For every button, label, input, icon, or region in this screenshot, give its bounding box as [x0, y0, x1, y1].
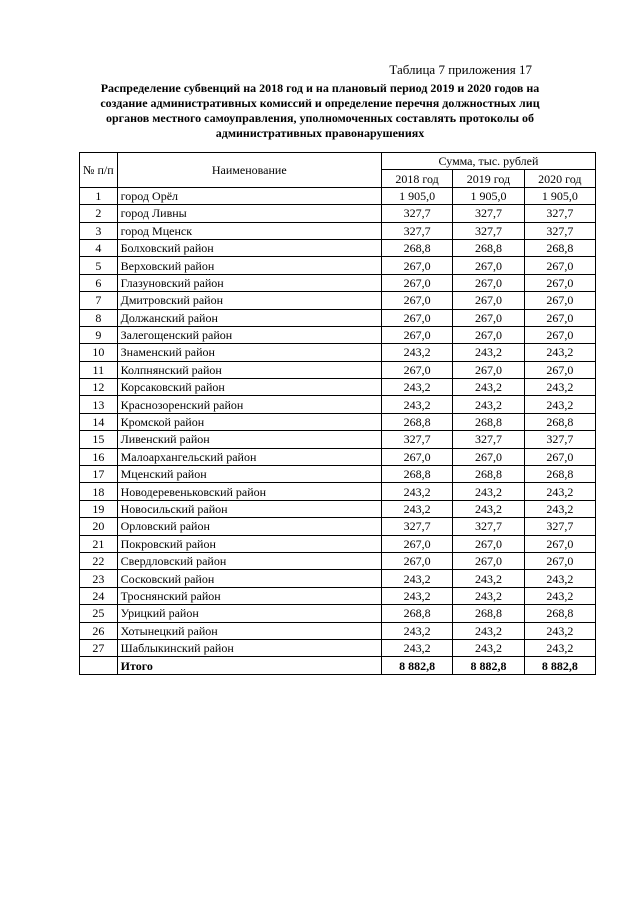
row-value-2019: 327,7: [453, 205, 524, 222]
row-value-2020: 243,2: [524, 622, 595, 639]
table-row: [80, 622, 596, 639]
row-value-2019: 243,2: [453, 344, 524, 361]
row-value-2019: 243,2: [453, 500, 524, 517]
row-name: Краснозоренский район: [117, 396, 381, 413]
row-number: 10: [80, 344, 118, 361]
table-row: [80, 587, 596, 604]
row-number: 27: [80, 639, 118, 656]
row-value-2018: 243,2: [381, 396, 452, 413]
row-name: город Ливны: [117, 205, 381, 222]
row-number: 5: [80, 257, 118, 274]
table-row: [80, 518, 596, 535]
header-sum: Сумма, тыс. рублей: [381, 153, 595, 170]
row-value-2020: 267,0: [524, 292, 595, 309]
table-body: [80, 187, 596, 674]
row-name: Ливенский район: [117, 431, 381, 448]
header-year-2018: 2018 год: [381, 170, 452, 187]
row-value-2020: 268,8: [524, 605, 595, 622]
row-number: 21: [80, 535, 118, 552]
row-number: 17: [80, 466, 118, 483]
row-value-2020: 267,0: [524, 361, 595, 378]
row-number: 22: [80, 552, 118, 569]
row-name: Свердловский район: [117, 552, 381, 569]
row-value-2018: 243,2: [381, 622, 452, 639]
row-number: 8: [80, 309, 118, 326]
row-value-2018: 243,2: [381, 639, 452, 656]
row-value-2018: 327,7: [381, 205, 452, 222]
row-name: город Орёл: [117, 187, 381, 204]
row-value-2018: 327,7: [381, 518, 452, 535]
row-value-2018: 267,0: [381, 326, 452, 343]
row-name: Колпнянский район: [117, 361, 381, 378]
table-row: [80, 257, 596, 274]
row-name: Малоархангельский район: [117, 448, 381, 465]
row-name: Шаблыкинский район: [117, 639, 381, 656]
row-number: 25: [80, 605, 118, 622]
row-value-2018: 267,0: [381, 361, 452, 378]
row-value-2018: 268,8: [381, 466, 452, 483]
row-value-2020: 243,2: [524, 587, 595, 604]
row-number: 3: [80, 222, 118, 239]
row-value-2019: 268,8: [453, 605, 524, 622]
table-row: [80, 448, 596, 465]
row-value-2019: 1 905,0: [453, 187, 524, 204]
row-value-2019: 243,2: [453, 622, 524, 639]
row-name: Верховский район: [117, 257, 381, 274]
row-number: 9: [80, 326, 118, 343]
row-value-2020: 243,2: [524, 639, 595, 656]
row-value-2020: 243,2: [524, 379, 595, 396]
row-value-2020: 267,0: [524, 448, 595, 465]
total-2019: 8 882,8: [453, 657, 524, 674]
row-value-2020: 268,8: [524, 239, 595, 256]
row-number: 19: [80, 500, 118, 517]
table-row: [80, 205, 596, 222]
row-value-2018: 327,7: [381, 431, 452, 448]
row-value-2019: 267,0: [453, 552, 524, 569]
document-title: Распределение субвенций на 2018 год и на плановый период 2019 и 2020 годов на создание административных комиссий и определение перечня должностных лиц органов местного самоуправления, уполномоченных составлять протоколы об административных правонарушениях: [100, 81, 540, 140]
table-row: [80, 361, 596, 378]
table-row: [80, 639, 596, 656]
total-label: Итого: [117, 657, 381, 674]
row-value-2018: 243,2: [381, 483, 452, 500]
table-row: [80, 274, 596, 291]
row-number: 15: [80, 431, 118, 448]
row-value-2020: 327,7: [524, 518, 595, 535]
row-value-2019: 267,0: [453, 309, 524, 326]
row-value-2020: 267,0: [524, 274, 595, 291]
row-name: Должанский район: [117, 309, 381, 326]
row-value-2018: 267,0: [381, 274, 452, 291]
row-name: Кромской район: [117, 413, 381, 430]
row-number: 14: [80, 413, 118, 430]
row-value-2020: 243,2: [524, 570, 595, 587]
table-row: [80, 187, 596, 204]
row-value-2018: 267,0: [381, 552, 452, 569]
row-value-2018: 268,8: [381, 413, 452, 430]
row-value-2020: 267,0: [524, 309, 595, 326]
row-number: 20: [80, 518, 118, 535]
table-row: [80, 309, 596, 326]
row-number: 2: [80, 205, 118, 222]
row-value-2018: 243,2: [381, 570, 452, 587]
row-value-2020: 267,0: [524, 535, 595, 552]
row-value-2018: 268,8: [381, 239, 452, 256]
row-number: 24: [80, 587, 118, 604]
row-value-2019: 267,0: [453, 257, 524, 274]
row-value-2020: 243,2: [524, 483, 595, 500]
row-number: 1: [80, 187, 118, 204]
table-row: [80, 413, 596, 430]
row-value-2019: 243,2: [453, 379, 524, 396]
row-value-2019: 268,8: [453, 466, 524, 483]
row-value-2020: 267,0: [524, 326, 595, 343]
total-number-cell: [80, 657, 118, 674]
row-value-2020: 268,8: [524, 413, 595, 430]
row-value-2018: 327,7: [381, 222, 452, 239]
row-name: Дмитровский район: [117, 292, 381, 309]
row-name: Залегощенский район: [117, 326, 381, 343]
row-value-2019: 267,0: [453, 448, 524, 465]
row-value-2018: 243,2: [381, 379, 452, 396]
row-name: Знаменский район: [117, 344, 381, 361]
row-value-2019: 268,8: [453, 413, 524, 430]
row-value-2018: 243,2: [381, 344, 452, 361]
row-name: Покровский район: [117, 535, 381, 552]
row-value-2019: 268,8: [453, 239, 524, 256]
row-name: Глазуновский район: [117, 274, 381, 291]
row-value-2019: 243,2: [453, 587, 524, 604]
row-number: 4: [80, 239, 118, 256]
row-value-2020: 1 905,0: [524, 187, 595, 204]
row-number: 11: [80, 361, 118, 378]
row-value-2019: 267,0: [453, 361, 524, 378]
row-name: Сосковский район: [117, 570, 381, 587]
row-value-2019: 327,7: [453, 431, 524, 448]
row-name: Троснянский район: [117, 587, 381, 604]
table-row: [80, 379, 596, 396]
row-value-2020: 267,0: [524, 552, 595, 569]
table-row: [80, 222, 596, 239]
row-value-2019: 243,2: [453, 396, 524, 413]
subvention-table: [79, 152, 596, 675]
row-value-2018: 267,0: [381, 292, 452, 309]
row-value-2019: 243,2: [453, 570, 524, 587]
row-value-2018: 267,0: [381, 448, 452, 465]
row-value-2019: 267,0: [453, 326, 524, 343]
row-number: 16: [80, 448, 118, 465]
table-row: [80, 344, 596, 361]
row-value-2018: 243,2: [381, 500, 452, 517]
header-number: № п/п: [80, 153, 118, 188]
table-row: [80, 292, 596, 309]
row-value-2019: 267,0: [453, 535, 524, 552]
table-row: [80, 431, 596, 448]
table-row: [80, 552, 596, 569]
row-number: 26: [80, 622, 118, 639]
row-name: Новосильский район: [117, 500, 381, 517]
table-row: [80, 483, 596, 500]
row-value-2018: 267,0: [381, 535, 452, 552]
row-value-2020: 267,0: [524, 257, 595, 274]
row-value-2020: 243,2: [524, 396, 595, 413]
table-row: [80, 326, 596, 343]
row-name: Хотынецкий район: [117, 622, 381, 639]
row-value-2018: 243,2: [381, 587, 452, 604]
row-value-2020: 243,2: [524, 500, 595, 517]
row-value-2018: 1 905,0: [381, 187, 452, 204]
table-row: [80, 466, 596, 483]
table-caption: Таблица 7 приложения 17: [389, 62, 532, 77]
row-number: 7: [80, 292, 118, 309]
row-number: 23: [80, 570, 118, 587]
row-value-2019: 267,0: [453, 292, 524, 309]
row-value-2019: 327,7: [453, 222, 524, 239]
row-name: Корсаковский район: [117, 379, 381, 396]
row-name: Мценский район: [117, 466, 381, 483]
header-name: Наименование: [117, 153, 381, 188]
table-row: [80, 570, 596, 587]
header-year-2019: 2019 год: [453, 170, 524, 187]
row-value-2020: 327,7: [524, 431, 595, 448]
total-row: [80, 657, 596, 674]
row-number: 18: [80, 483, 118, 500]
table-row: [80, 396, 596, 413]
table-row: [80, 535, 596, 552]
row-name: Болховский район: [117, 239, 381, 256]
table-row: [80, 239, 596, 256]
row-value-2019: 243,2: [453, 639, 524, 656]
row-number: 6: [80, 274, 118, 291]
row-value-2019: 327,7: [453, 518, 524, 535]
row-value-2020: 327,7: [524, 222, 595, 239]
row-value-2019: 267,0: [453, 274, 524, 291]
row-number: 13: [80, 396, 118, 413]
table-row: [80, 500, 596, 517]
row-value-2018: 267,0: [381, 257, 452, 274]
header-year-2020: 2020 год: [524, 170, 595, 187]
total-2020: 8 882,8: [524, 657, 595, 674]
table-row: [80, 605, 596, 622]
total-2018: 8 882,8: [381, 657, 452, 674]
row-value-2018: 268,8: [381, 605, 452, 622]
row-name: город Мценск: [117, 222, 381, 239]
row-value-2020: 268,8: [524, 466, 595, 483]
row-value-2020: 327,7: [524, 205, 595, 222]
row-value-2019: 243,2: [453, 483, 524, 500]
row-name: Урицкий район: [117, 605, 381, 622]
row-name: Орловский район: [117, 518, 381, 535]
row-number: 12: [80, 379, 118, 396]
row-value-2020: 243,2: [524, 344, 595, 361]
row-name: Новодеревеньковский район: [117, 483, 381, 500]
row-value-2018: 267,0: [381, 309, 452, 326]
